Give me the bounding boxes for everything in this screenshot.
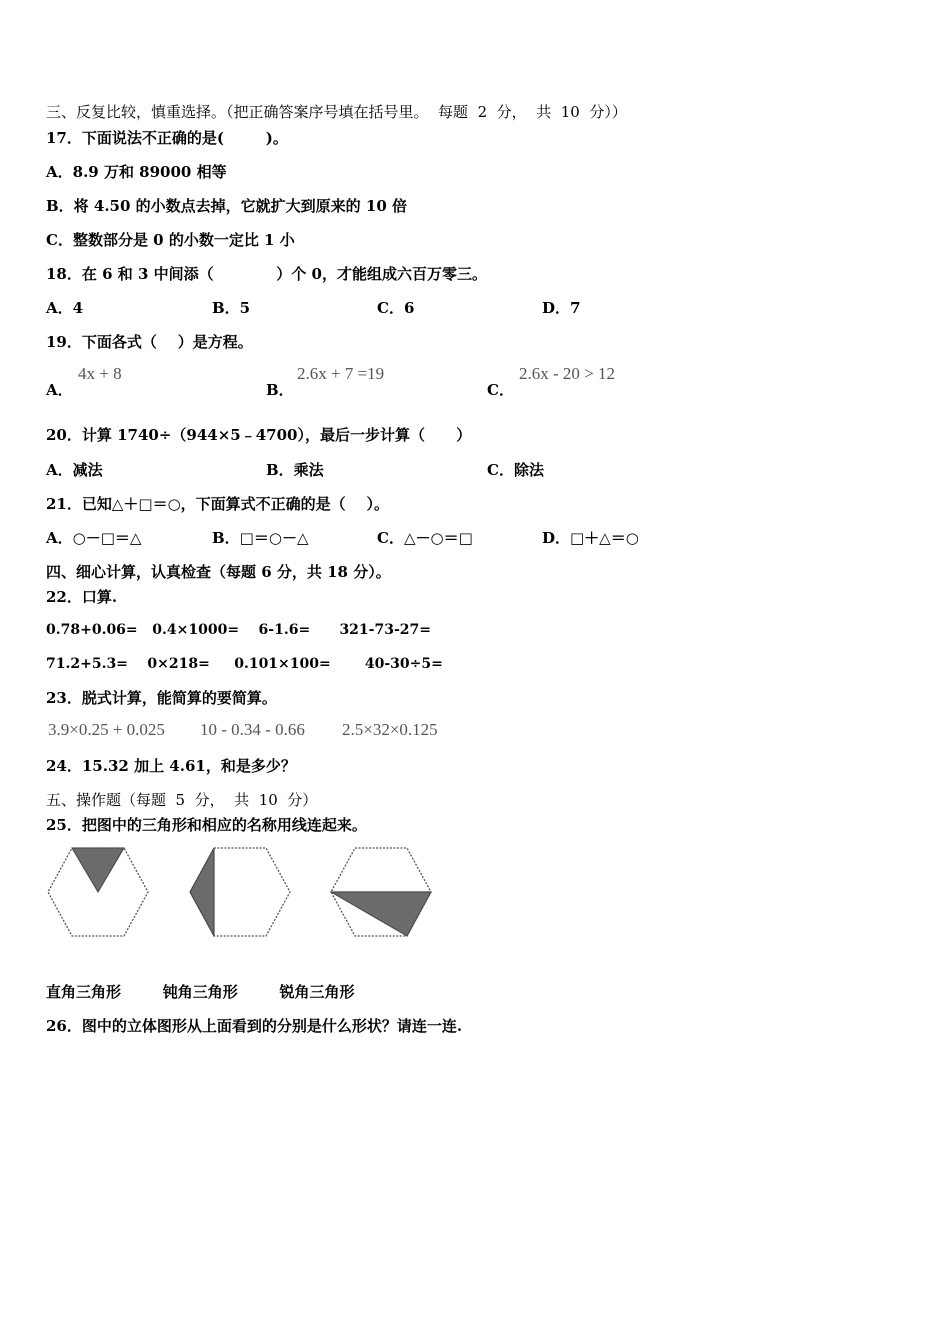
q20-option-a: A．减法	[46, 461, 103, 479]
q21-option-b: B．□＝○－△	[212, 529, 309, 547]
hexagon-figure-2	[188, 846, 292, 938]
q25-stem: 25．把图中的三角形和相应的名称用线连起来。	[46, 816, 367, 834]
q18-option-a: A．4	[46, 299, 84, 317]
section4-header: 四、细心计算，认真检查（每题 6 分，共 18 分）。	[46, 563, 391, 581]
q23-expr-3: 2.5×32×0.125	[342, 720, 438, 739]
q18-option-b: B．5	[212, 299, 251, 317]
q18-option-c: C．6	[377, 299, 415, 317]
q21-option-d: D．□＋△＝○	[542, 529, 639, 547]
q19-label-c: C．	[487, 381, 514, 399]
q20-stem: 20．计算 1740÷（944×5﹣4700），最后一步计算（ ）	[46, 426, 472, 444]
q19-stem: 19．下面各式（ ）是方程。	[46, 333, 253, 351]
section5-header: 五、操作题（每题 5 分， 共 10 分）	[46, 791, 318, 809]
q20-option-b: B．乘法	[266, 461, 324, 479]
hexagon-figure-3	[329, 846, 433, 938]
q26-stem: 26．图中的立体图形从上面看到的分别是什么形状？请连一连.	[46, 1017, 463, 1035]
q23-stem: 23．脱式计算，能简算的要简算。	[46, 689, 277, 707]
q25-triangle-names: 直角三角形 钝角三角形 锐角三角形	[46, 983, 355, 1001]
q23-expr-2: 10 - 0.34 - 0.66	[200, 720, 305, 739]
section3-header: 三、反复比较，慎重选择。（把正确答案序号填在括号里。 每题 2 分， 共 10 分））	[46, 103, 627, 121]
q17-option-c: C．整数部分是 0 的小数一定比 1 小	[46, 231, 295, 249]
q18-stem: 18．在 6 和 3 中间添（ ）个 0，才能组成六百万零三。	[46, 265, 487, 283]
q18-option-d: D．7	[542, 299, 581, 317]
q22-row-2: 71.2+5.3= 0×218= 0.101×100= 40-30÷5=	[46, 656, 443, 672]
hexagon-figure-1	[46, 846, 150, 938]
q23-expr-1: 3.9×0.25 + 0.025	[48, 720, 165, 739]
q21-option-c: C．△－○＝□	[377, 529, 473, 547]
q17-option-b: B．将 4.50 的小数点去掉，它就扩大到原来的 10 倍	[46, 197, 407, 215]
q17-option-a: A．8.9 万和 89000 相等	[46, 163, 227, 181]
triangle-shaded-2	[190, 848, 214, 936]
q20-option-c: C．除法	[487, 461, 544, 479]
q17-stem: 17．下面说法不正确的是( )。	[46, 129, 288, 147]
q21-stem: 21．已知△＋□＝○，下面算式不正确的是（ ）。	[46, 495, 390, 513]
q22-stem: 22．口算.	[46, 588, 118, 606]
q24-stem: 24．15.32 加上 4.61，和是多少？	[46, 757, 296, 775]
q22-row-1: 0.78+0.06= 0.4×1000= 6-1.6= 321-73-27=	[46, 622, 431, 638]
q19-expr-c: 2.6x - 20 > 12	[519, 364, 615, 383]
q19-expr-a: 4x + 8	[78, 364, 122, 383]
q21-option-a: A．○－□＝△	[46, 529, 142, 547]
q19-label-a: A．	[46, 381, 73, 399]
q19-label-b: B．	[266, 381, 294, 399]
q19-expr-b: 2.6x + 7 =19	[297, 364, 385, 383]
